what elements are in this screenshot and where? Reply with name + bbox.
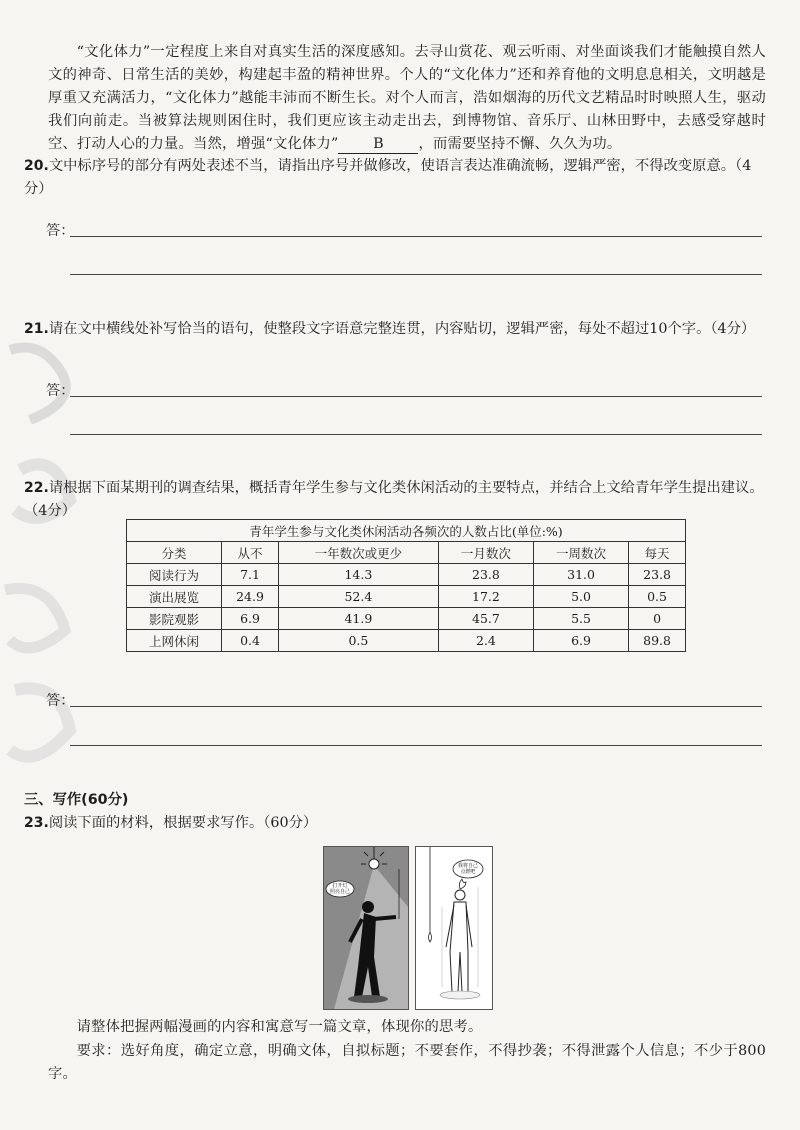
table-cell: 17.2 bbox=[438, 586, 533, 608]
passage-text-after: ，而需要坚持不懈、久久为功。 bbox=[418, 136, 622, 152]
question-22-number: 22. bbox=[24, 480, 49, 496]
section-3-title: 三、写作(60分) bbox=[24, 792, 129, 808]
table-row bbox=[127, 608, 686, 630]
passage-blank-b: B bbox=[338, 136, 418, 154]
question-22 bbox=[24, 477, 768, 523]
question-22-answer-label: 答： bbox=[46, 693, 75, 709]
comic-left-illustration bbox=[324, 847, 408, 1009]
survey-table bbox=[126, 519, 686, 652]
table-header: 从不 bbox=[222, 542, 279, 564]
table-cell: 23.8 bbox=[438, 564, 533, 586]
table-cell: 5.0 bbox=[533, 586, 628, 608]
question-21-answer-line-1[interactable] bbox=[70, 396, 762, 397]
comic-right-bubble-text: 我将自己点燃吧 bbox=[457, 863, 479, 875]
table-cell: 2.4 bbox=[438, 630, 533, 652]
question-21-answer-label: 答： bbox=[46, 383, 75, 399]
table-header: 一周数次 bbox=[533, 542, 628, 564]
table-cell: 0.4 bbox=[222, 630, 279, 652]
question-21 bbox=[24, 318, 768, 341]
question-23-requirements: 要求：选好角度，确定立意，明确文体，自拟标题；不要套作，不得抄袭；不得泄露个人信息；不少于800字。 bbox=[48, 1043, 766, 1082]
table-cell: 6.9 bbox=[222, 608, 279, 630]
table-cell: 45.7 bbox=[438, 608, 533, 630]
question-22-answer-line-1[interactable] bbox=[70, 706, 762, 707]
survey-table-caption: 青年学生参与文化类休闲活动各频次的人数占比(单位:%) bbox=[127, 520, 686, 542]
question-20-text: 文中标序号的部分有两处表述不当，请指出序号并做修改，使语言表达准确流畅，逻辑严密，不得改变原意。（4分） bbox=[24, 158, 752, 197]
table-cell: 0.5 bbox=[629, 586, 686, 608]
table-cell: 31.0 bbox=[533, 564, 628, 586]
table-cell: 24.9 bbox=[222, 586, 279, 608]
table-cell: 上网休闲 bbox=[127, 630, 222, 652]
table-header: 每天 bbox=[629, 542, 686, 564]
table-cell: 14.3 bbox=[278, 564, 438, 586]
table-row bbox=[127, 630, 686, 652]
table-row bbox=[127, 586, 686, 608]
table-cell: 阅读行为 bbox=[127, 564, 222, 586]
question-23-instruction: 请整体把握两幅漫画的内容和寓意写一篇文章，体现你的思考。 bbox=[76, 1019, 483, 1035]
table-cell: 41.9 bbox=[278, 608, 438, 630]
question-20-number: 20. bbox=[24, 158, 49, 174]
comic-right-illustration bbox=[416, 847, 492, 1009]
question-20-answer-line-2[interactable] bbox=[70, 274, 762, 275]
comic-panel-right bbox=[415, 846, 493, 1010]
table-cell: 演出展览 bbox=[127, 586, 222, 608]
question-20-answer-line-1[interactable] bbox=[70, 236, 762, 237]
question-23-text: 阅读下面的材料，根据要求写作。（60分） bbox=[48, 815, 318, 831]
table-header: 分类 bbox=[127, 542, 222, 564]
table-cell: 7.1 bbox=[222, 564, 279, 586]
question-21-number: 21. bbox=[24, 321, 49, 337]
table-row bbox=[127, 564, 686, 586]
question-23-number: 23. bbox=[24, 815, 49, 831]
table-cell: 5.5 bbox=[533, 608, 628, 630]
question-22-answer-line-2[interactable] bbox=[70, 745, 762, 746]
table-header: 一月数次 bbox=[438, 542, 533, 564]
question-20 bbox=[24, 155, 768, 201]
question-21-text: 请在文中横线处补写恰当的语句，使整段文字语意完整连贯，内容贴切，逻辑严密，每处不超过10个字。（4分） bbox=[48, 321, 756, 337]
question-23 bbox=[24, 812, 768, 835]
question-20-answer-label: 答： bbox=[46, 223, 75, 239]
table-cell: 6.9 bbox=[533, 630, 628, 652]
comic-panel-left bbox=[323, 846, 409, 1010]
passage-text-before: “文化体力”一定程度上来自对真实生活的深度感知。去寻山赏花、观云听雨、对坐面谈我们才能触摸自然人文的神奇、日常生活的美妙，构建起丰盈的精神世界。个人的“文化体力”还和养育他的文明息息相关，文明越是厚重又充满活力，“文化体力”越能丰沛而不断生长。对个人而言，浩如烟海的历代文艺精品时时映照人生，驱动我们向前走。当被算法规则困住时，我们更应该主动走出去，到博物馆、音乐厅、山林田野中，去感受穿越时空、打动人心的力量。当然，增强“文化体力” bbox=[48, 44, 766, 152]
question-21-answer-line-2[interactable] bbox=[70, 434, 762, 435]
calligraphy-watermark bbox=[0, 330, 90, 790]
comic-left-bubble-text: 打开灯照亮自己 bbox=[329, 883, 351, 895]
question-22-text: 请根据下面某期刊的调查结果，概括青年学生参与文化类休闲活动的主要特点，并结合上文给青年学生提出建议。（4分） bbox=[24, 480, 764, 519]
table-cell: 0 bbox=[629, 608, 686, 630]
table-cell: 影院观影 bbox=[127, 608, 222, 630]
table-cell: 0.5 bbox=[278, 630, 438, 652]
table-cell: 89.8 bbox=[629, 630, 686, 652]
table-header: 一年数次或更少 bbox=[278, 542, 438, 564]
passage-paragraph bbox=[48, 41, 766, 156]
table-cell: 23.8 bbox=[629, 564, 686, 586]
table-cell: 52.4 bbox=[278, 586, 438, 608]
